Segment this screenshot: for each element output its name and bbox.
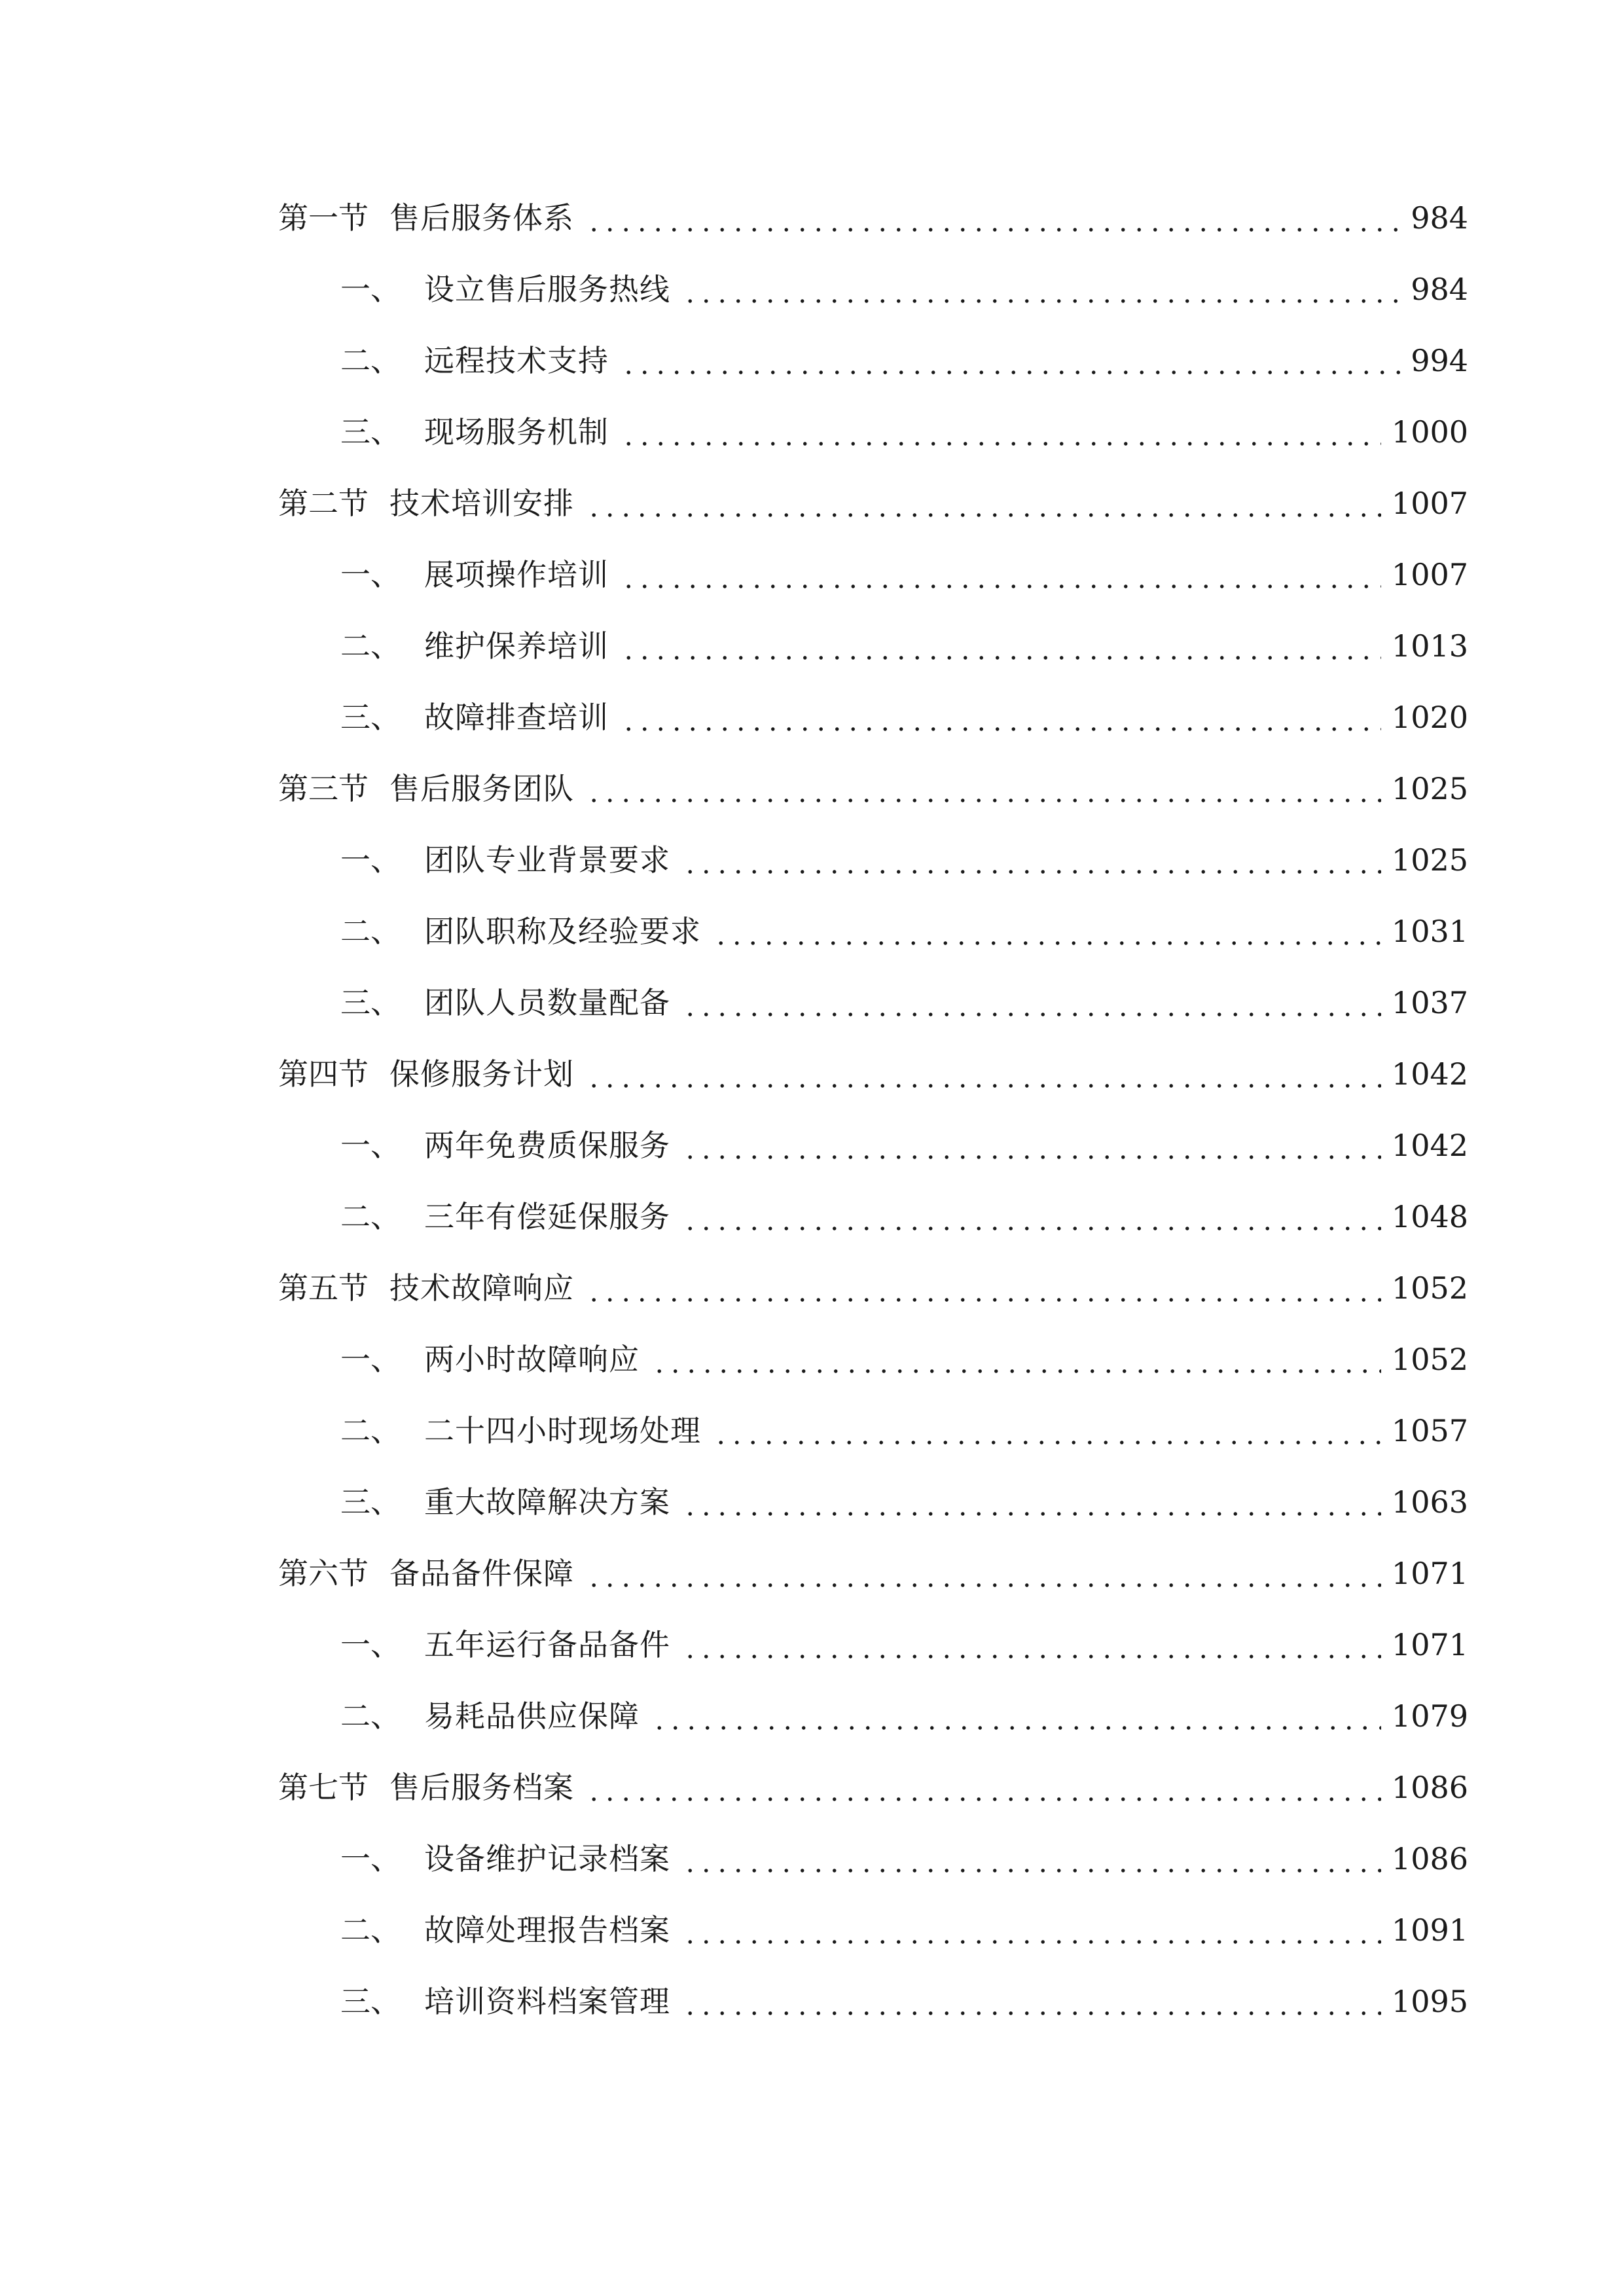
toc-entry-page: 1071 (1391, 1556, 1468, 1591)
toc-entry-number: 第六节 (278, 1556, 369, 1591)
toc-entry-number: 第一节 (278, 200, 369, 236)
toc-entry-page: 1052 (1391, 1342, 1468, 1377)
toc-entry-section[interactable] (278, 1262, 1468, 1314)
toc-entry-number: 一、 (340, 1342, 401, 1377)
dot-leader (682, 1833, 1381, 1885)
toc-entry-page: 1071 (1391, 1627, 1468, 1662)
toc-entry-subsection[interactable] (340, 263, 1468, 315)
dot-leader (682, 1904, 1381, 1956)
dot-leader (682, 1119, 1381, 1172)
toc-entry-title: 故障排查培训 (424, 700, 609, 735)
toc-entry-number: 二、 (340, 914, 401, 949)
toc-entry-page: 1048 (1391, 1199, 1468, 1234)
toc-entry-page: 1042 (1391, 1128, 1468, 1163)
toc-entry-page: 1086 (1391, 1841, 1468, 1876)
toc-entry-page: 1007 (1391, 486, 1468, 521)
toc-entry-page: 1037 (1391, 985, 1468, 1020)
dot-leader (682, 977, 1381, 1029)
dot-leader (586, 1547, 1381, 1600)
toc-entry-section[interactable] (278, 1547, 1468, 1600)
toc-entry-section[interactable] (278, 192, 1468, 244)
toc-entry-subsection[interactable] (340, 1476, 1468, 1528)
toc-entry-number: 三、 (340, 1484, 401, 1520)
toc-entry-page: 1057 (1391, 1413, 1468, 1448)
toc-entry-title: 两年免费质保服务 (424, 1128, 670, 1163)
toc-entry-title: 团队职称及经验要求 (424, 914, 701, 949)
toc-entry-section[interactable] (278, 1761, 1468, 1814)
toc-entry-subsection[interactable] (340, 1333, 1468, 1386)
dot-leader (682, 834, 1381, 886)
toc-entry-number: 三、 (340, 1984, 401, 2019)
toc-entry-title: 二十四小时现场处理 (424, 1413, 701, 1448)
toc-entry-number: 第七节 (278, 1770, 369, 1805)
toc-entry-page: 1091 (1391, 1912, 1468, 1948)
toc-entry-subsection[interactable] (340, 1619, 1468, 1671)
toc-entry-page: 1095 (1391, 1984, 1468, 2019)
dot-leader (621, 691, 1381, 744)
toc-entry-page: 994 (1411, 343, 1468, 378)
toc-entry-page: 1013 (1391, 628, 1468, 664)
toc-entry-title: 技术故障响应 (389, 1270, 574, 1306)
dot-leader (586, 477, 1381, 529)
toc-entry-page: 1031 (1391, 914, 1468, 949)
toc-entry-number: 第二节 (278, 486, 369, 521)
toc-entry-section[interactable] (278, 477, 1468, 529)
toc-entry-number: 一、 (340, 1128, 401, 1163)
dot-leader (651, 1333, 1381, 1386)
dot-leader (682, 1975, 1381, 2028)
toc-entry-subsection[interactable] (340, 620, 1468, 672)
dot-leader (682, 1191, 1381, 1243)
dot-leader (586, 1048, 1381, 1100)
toc-entry-title: 团队专业背景要求 (424, 842, 670, 878)
toc-entry-title: 团队人员数量配备 (424, 985, 670, 1020)
toc-entry-number: 三、 (340, 700, 401, 735)
toc-entry-title: 维护保养培训 (424, 628, 609, 664)
toc-entry-subsection[interactable] (340, 905, 1468, 958)
toc-entry-title: 故障处理报告档案 (424, 1912, 670, 1948)
toc-entry-subsection[interactable] (340, 977, 1468, 1029)
toc-entry-number: 二、 (340, 1199, 401, 1234)
toc-entry-number: 一、 (340, 842, 401, 878)
toc-entry-subsection[interactable] (340, 834, 1468, 886)
toc-entry-title: 设立售后服务热线 (424, 272, 670, 307)
toc-entry-number: 一、 (340, 557, 401, 592)
toc-entry-page: 1025 (1391, 771, 1468, 806)
dot-leader (713, 905, 1381, 958)
toc-entry-page: 1079 (1391, 1698, 1468, 1734)
toc-entry-subsection[interactable] (340, 1833, 1468, 1885)
toc-entry-title: 培训资料档案管理 (424, 1984, 670, 2019)
dot-leader (586, 1761, 1381, 1814)
toc-entry-subsection[interactable] (340, 1690, 1468, 1742)
toc-entry-number: 一、 (340, 272, 401, 307)
toc-entry-page: 1020 (1391, 700, 1468, 735)
dot-leader (682, 1619, 1381, 1671)
dot-leader (682, 263, 1400, 315)
toc-entry-subsection[interactable] (340, 1975, 1468, 2028)
dot-leader (621, 406, 1381, 458)
toc-entry-section[interactable] (278, 762, 1468, 815)
toc-entry-page: 984 (1411, 272, 1468, 307)
dot-leader (586, 192, 1400, 244)
toc-entry-number: 第五节 (278, 1270, 369, 1306)
toc-entry-subsection[interactable] (340, 334, 1468, 387)
toc-entry-page: 1063 (1391, 1484, 1468, 1520)
dot-leader (651, 1690, 1381, 1742)
toc-entry-number: 一、 (340, 1841, 401, 1876)
toc-entry-page: 1000 (1391, 414, 1468, 450)
dot-leader (586, 1262, 1381, 1314)
toc-entry-title: 三年有偿延保服务 (424, 1199, 670, 1234)
dot-leader (621, 334, 1400, 387)
toc-entry-number: 第三节 (278, 771, 369, 806)
toc-entry-subsection[interactable] (340, 548, 1468, 601)
toc-entry-subsection[interactable] (340, 1405, 1468, 1457)
toc-entry-number: 一、 (340, 1627, 401, 1662)
toc-entry-title: 五年运行备品备件 (424, 1627, 670, 1662)
toc-entry-subsection[interactable] (340, 406, 1468, 458)
toc-entry-title: 重大故障解决方案 (424, 1484, 670, 1520)
dot-leader (713, 1405, 1381, 1457)
toc-entry-page: 1042 (1391, 1056, 1468, 1092)
toc-entry-number: 二、 (340, 1698, 401, 1734)
toc-entry-page: 1025 (1391, 842, 1468, 878)
toc-entry-number: 三、 (340, 985, 401, 1020)
toc-entry-page: 1052 (1391, 1270, 1468, 1306)
toc-entry-number: 二、 (340, 343, 401, 378)
dot-leader (682, 1476, 1381, 1528)
toc-entry-number: 二、 (340, 628, 401, 664)
toc-entry-title: 售后服务档案 (389, 1770, 574, 1805)
toc-entry-section[interactable] (278, 1048, 1468, 1100)
toc-entry-title: 售后服务体系 (389, 200, 574, 236)
dot-leader (586, 762, 1381, 815)
toc-entry-subsection[interactable] (340, 1904, 1468, 1956)
toc-entry-title: 两小时故障响应 (424, 1342, 640, 1377)
toc-entry-subsection[interactable] (340, 1191, 1468, 1243)
toc-entry-number: 第四节 (278, 1056, 369, 1092)
toc-entry-title: 易耗品供应保障 (424, 1698, 640, 1734)
toc-entry-title: 技术培训安排 (389, 486, 574, 521)
toc-entry-page: 984 (1411, 200, 1468, 236)
toc-entry-page: 1086 (1391, 1770, 1468, 1805)
dot-leader (621, 620, 1381, 672)
toc-entry-page: 1007 (1391, 557, 1468, 592)
toc-entry-title: 现场服务机制 (424, 414, 609, 450)
toc-entry-title: 保修服务计划 (389, 1056, 574, 1092)
toc-entry-number: 二、 (340, 1912, 401, 1948)
toc-entry-title: 展项操作培训 (424, 557, 609, 592)
toc-entry-number: 二、 (340, 1413, 401, 1448)
toc-entry-title: 售后服务团队 (389, 771, 574, 806)
dot-leader (621, 548, 1381, 601)
toc-entry-title: 设备维护记录档案 (424, 1841, 670, 1876)
toc-entry-number: 三、 (340, 414, 401, 450)
toc-entry-title: 远程技术支持 (424, 343, 609, 378)
toc-entry-title: 备品备件保障 (389, 1556, 574, 1591)
toc-entry-subsection[interactable] (340, 1119, 1468, 1172)
toc-entry-subsection[interactable] (340, 691, 1468, 744)
